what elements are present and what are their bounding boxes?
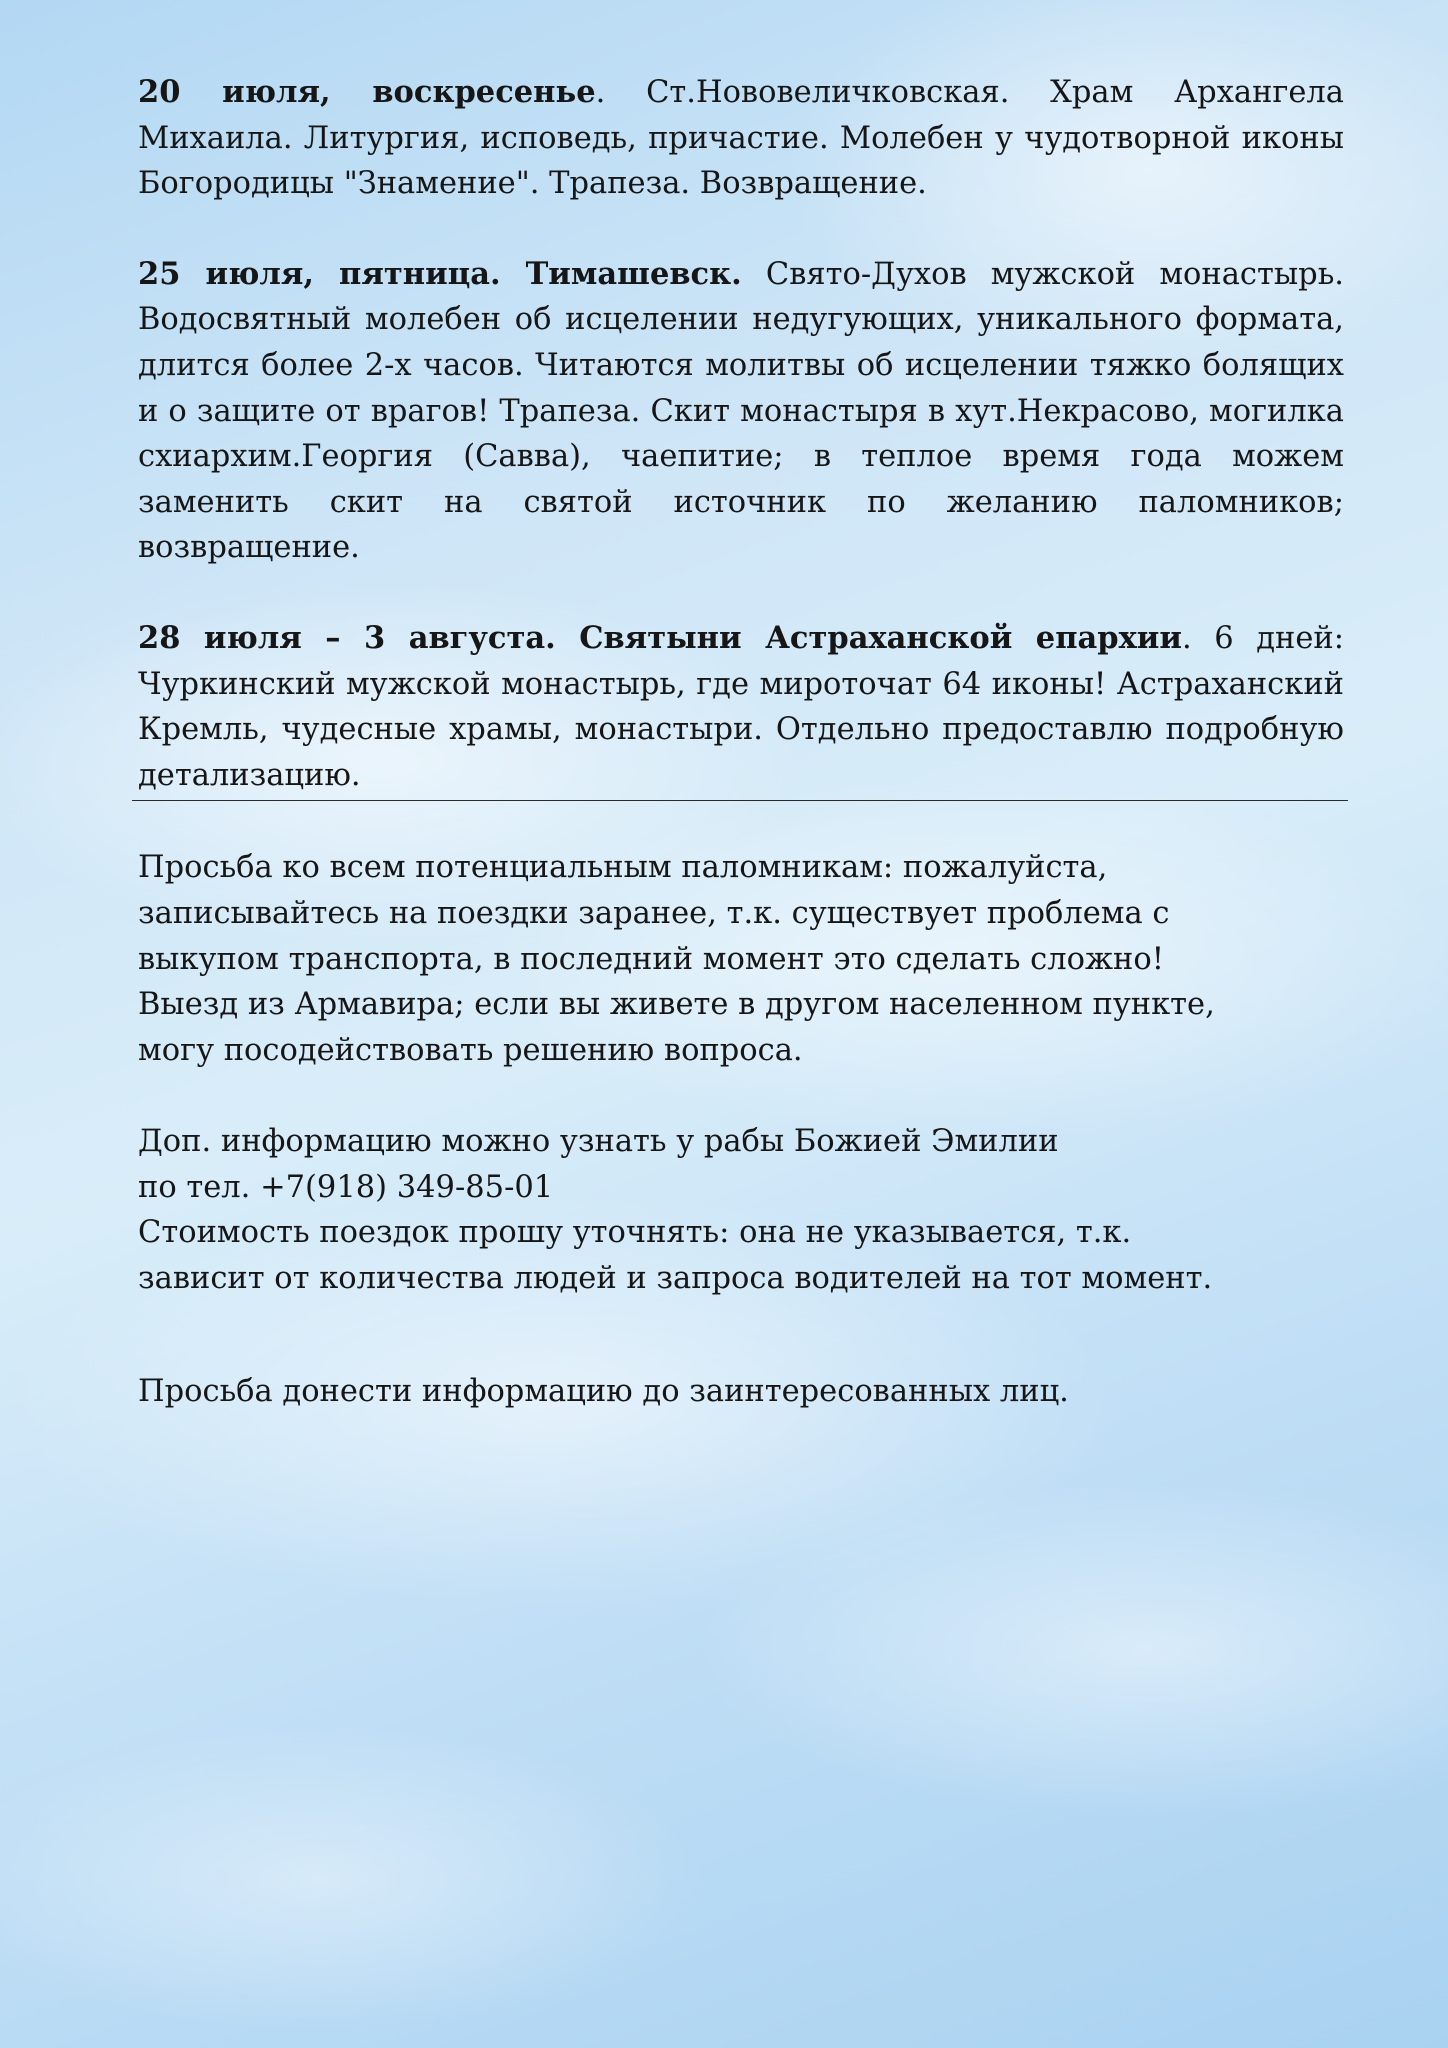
notice-line: Выезд из Армавира; если вы живете в другом населенном пункте, [138,987,1215,1023]
notice-line: Просьба ко всем потенциальным паломникам: пожалуйста, [138,850,1108,886]
contact-line: Доп. информацию можно узнать у рабы Божией Эмилии [138,1124,1059,1160]
notice-line: выкупом транспорта, в последний момент это сделать сложно! [138,941,1164,977]
event-heading: 28 июля – 3 августа. Святыни Астраханской епархии [138,619,1183,656]
contact-line: Стоимость поездок прошу уточнять: она не указывается, т.к. [138,1215,1132,1251]
event-jul-20 [138,70,1344,207]
contact-info [138,1119,1344,1301]
closing-request: Просьба донести информацию до заинтересованных лиц. [138,1373,1069,1409]
event-heading: 20 июля, воскресенье [138,74,596,110]
event-description: . Ст.Нововеличковская. Храм Архангела Михаила. Литургия, исповедь, причастие. Молебен у чудотворной иконы Богородицы "Знамение". Трапеза. Возвращение. [138,75,1344,202]
event-description: . 6 дней: Чуркинский мужской монастырь, где мироточат 64 иконы! Астраханский Кремль, чудесные храмы, монастыри. Отдельно предоставлю подробную детализацию. [138,620,1344,793]
event-description: Свято-Духов мужской монастырь. Водосвятный молебен об исцелении недугующих, уникального формата, длится более 2-х часов. Читаются молитвы об исцелении тяжко болящих и о защите от врагов! Трапеза. Скит монастыря в хут.Некрасово, могилка схиархим.Георгия (Савва), чаепитие; в теплое время года можем заменить скит на святой источник по желанию паломников; возвращение. [138,256,1344,566]
contact-line: зависит от количества людей и запроса водителей на тот момент. [138,1261,1213,1297]
divider-line [132,800,1348,801]
event-jul-28-aug-3 [138,616,1344,798]
contact-phone: по тел. +7(918) 349-85-01 [138,1169,554,1205]
content-column [138,70,1344,1414]
event-jul-25 [138,252,1344,571]
event-heading: 25 июля, пятница. Тимашевск. [138,255,742,292]
notice-line: могу посодействовать решению вопроса. [138,1032,803,1068]
notice-line: записывайтесь на поездки заранее, т.к. существует проблема с [138,895,1170,931]
pilgrim-notice [138,845,1344,1073]
